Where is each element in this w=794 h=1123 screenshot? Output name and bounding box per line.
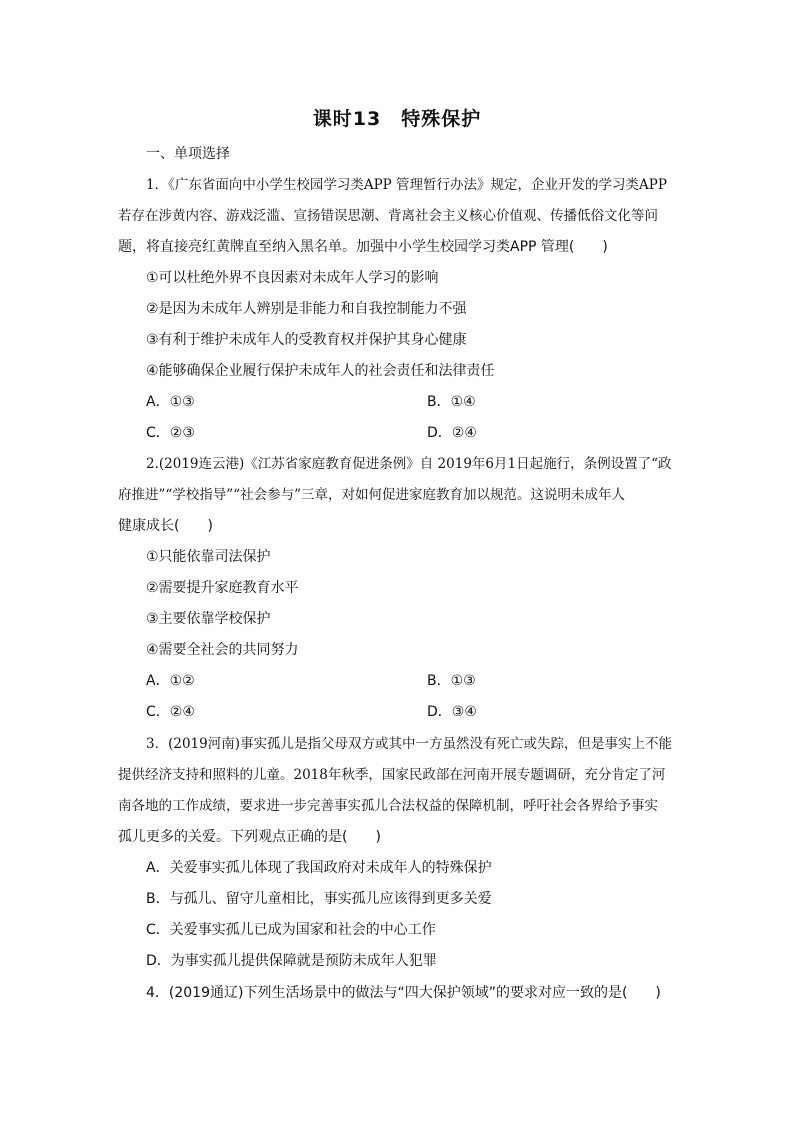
q1-option-a: A．①③ [146, 394, 195, 410]
q1-stem-line-3: 题，将直接亮红黄牌直至纳入黑名单。加强中小学生校园学习类APP 管理( ) [118, 239, 608, 255]
q3-stem-line-3: 南各地的工作成绩，要求进一步完善事实孤儿合法权益的保障机制，呼吁社会各界给予事实 [118, 798, 658, 814]
q3-stem-line-2: 提供经济支持和照料的儿童。2018年秋季，国家民政部在河南开展专题调研，充分肯定了河 [118, 767, 666, 783]
q2-option-b: B．①③ [427, 673, 476, 689]
q1-item-2: ②是因为未成年人辨别是非能力和自我控制能力不强 [146, 301, 467, 317]
q2-option-d: D．③④ [427, 704, 477, 720]
q1-stem-line-1: 1．《广东省面向中小学生校园学习类APP 管理暂行办法》规定，企业开发的学习类APP [146, 177, 667, 193]
q1-option-d: D．②④ [427, 425, 477, 441]
q3-option-c: C．关爱事实孤儿已成为国家和社会的中心工作 [146, 922, 436, 938]
q3-option-a: A．关爱事实孤儿体现了我国政府对未成年人的特殊保护 [146, 860, 492, 876]
q2-item-3: ③主要依靠学校保护 [146, 611, 271, 627]
q1-item-1: ①可以杜绝外界不良因素对未成年人学习的影响 [146, 270, 439, 286]
q2-item-4: ④需要全社会的共同努力 [146, 642, 299, 658]
page-title: 课时13 特殊保护 [312, 108, 482, 130]
q1-item-4: ④能够确保企业履行保护未成年人的社会责任和法律责任 [146, 363, 495, 379]
q1-stem-line-2: 若存在涉黄内容、游戏泛滥、宣扬错误思潮、背离社会主义核心价值观、传播低俗文化等问 [118, 208, 658, 224]
q3-stem-line-4: 孤儿更多的关爱。下列观点正确的是( ) [118, 829, 381, 845]
q2-item-2: ②需要提升家庭教育水平 [146, 580, 299, 596]
q4-stem-line-1: 4．(2019通辽)下列生活场景中的做法与“四大保护领域”的要求对应一致的是( ) [146, 985, 661, 1001]
q1-option-c: C．②③ [146, 425, 195, 441]
q2-option-c: C．②④ [146, 704, 195, 720]
q2-stem-line-2: 府推进”“学校指导”“社会参与”三章，对如何促进家庭教育加以规范。这说明未成年人 [118, 487, 626, 503]
q2-stem-line-1: 2.(2019连云港)《江苏省家庭教育促进条例》自 2019年6月1日起施行，条例设置了“政 [146, 456, 672, 472]
q3-option-d: D．为事实孤儿提供保障就是预防未成年人犯罪 [146, 953, 437, 969]
q2-stem-line-3: 健康成长( ) [118, 518, 213, 534]
q2-item-1: ①只能依靠司法保护 [146, 549, 271, 565]
q3-stem-line-1: 3．(2019河南)事实孤儿是指父母双方或其中一方虽然没有死亡或失踪，但是事实上不能 [146, 736, 672, 752]
q1-option-b: B．①④ [427, 394, 476, 410]
q2-option-a: A．①② [146, 673, 195, 689]
q1-item-3: ③有利于维护未成年人的受教育权并保护其身心健康 [146, 332, 467, 348]
section-heading: 一、单项选择 [146, 146, 230, 162]
q3-option-b: B．与孤儿、留守儿童相比，事实孤儿应该得到更多关爱 [146, 891, 492, 907]
